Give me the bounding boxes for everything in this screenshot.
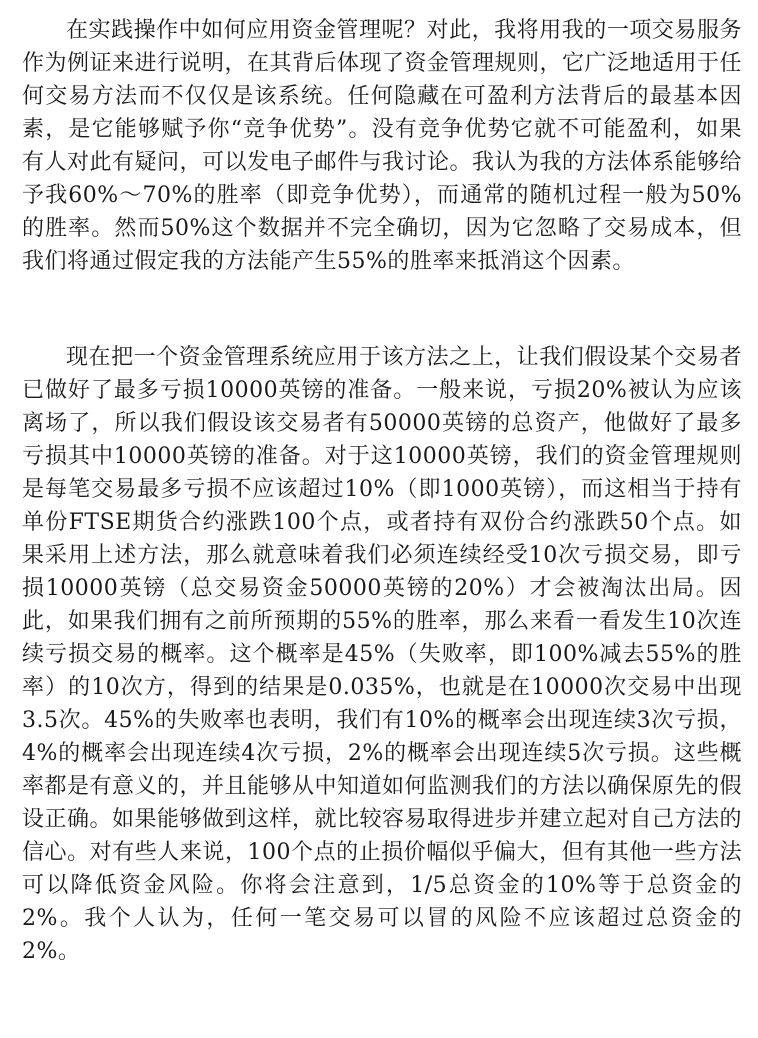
paragraph-2: 现在把一个资金管理系统应用于该方法之上，让我们假设某个交易者已做好了最多亏损10000英镑的准备。一般来说，亏损20%被认为应该离场了，所以我们假设该交易者有50000英镑的总资产，他做好了最多亏损其中10000英镑的准备。对于这10000英镑，我们的资金管理规则是每笔交易最多亏损不应该超过10%（即1000英镑），而这相当于持有单份FTSE期货合约涨跌100个点，或者持有双份合约涨跌50个点。如果采用上述方法，那么就意味着我们必须连续经受10次亏损交易，即亏损10000英镑（总交易资金50000英镑的20%）才会被淘汰出局。因此，如果我们拥有之前所预期的55%的胜率，那么来看一看发生10次连续亏损交易的概率。这个概率是45%（失败率，即100%减去55%的胜率）的10次方，得到的结果是0.035%，也就是在10000次交易中出现3.5次。45%的失败率也表明，我们有10%的概率会出现连续3次亏损，4%的概率会出现连续4次亏损，2%的概率会出现连续5次亏损。这些概率都是有意义的，并且能够从中知道如何监测我们的方法以确保原先的假设正确。如果能够做到这样，就比较容易取得进步并建立起对自己方法的信心。对有些人来说，100个点的止损价幅似乎偏大，但有其他一些方法可以降低资金风险。你将会注意到，1/5总资金的10%等于总资金的2%。我个人认为，任何一笔交易可以冒的风险不应该超过总资金的2%。 xyxy=(22,345,743,964)
paragraph-1: 在实践操作中如何应用资金管理呢？对此，我将用我的一项交易服务作为例证来进行说明，在其背后体现了资金管理规则，它广泛地适用于任何交易方法而不仅仅是该系统。任何隐藏在可盈利方法背后的最基本因素，是它能够赋予你“竞争优势”。没有竞争优势它就不可能盈利，如果有人对此有疑问，可以发电子邮件与我讨论。我认为我的方法体系能够给予我60%～70%的胜率（即竞争优势），而通常的随机过程一般为50%的胜率。然而50%这个数据并不完全确切，因为它忽略了交易成本，但我们将通过假定我的方法能产生55%的胜率来抵消这个因素。 xyxy=(22,18,743,274)
